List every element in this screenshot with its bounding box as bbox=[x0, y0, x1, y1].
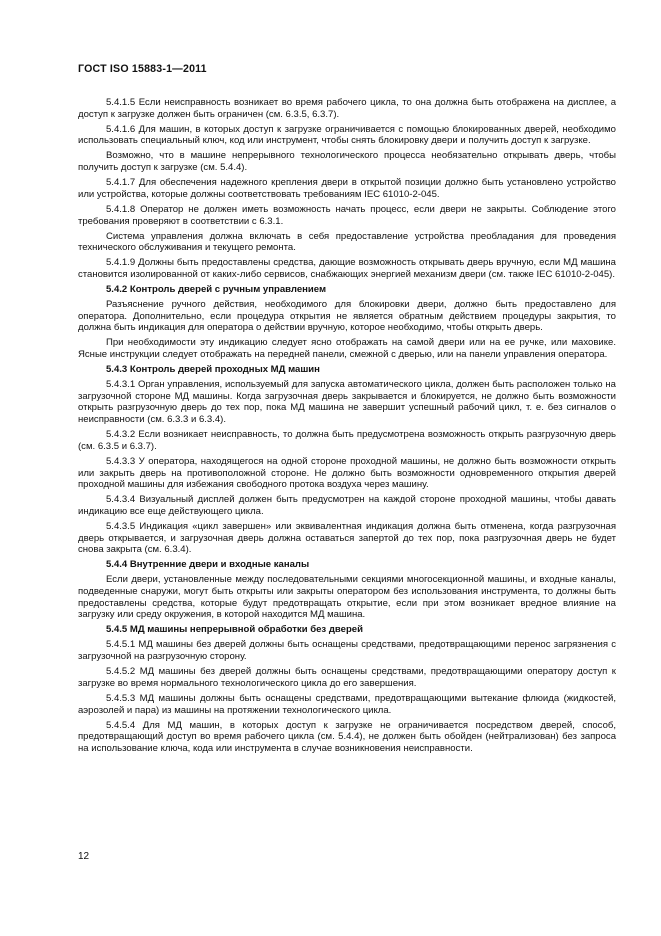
paragraph: 5.4.3.1 Орган управления, используемый для запуска автоматического цикла, должен быть расположен только на загрузочной стороне МД машины. Когда загрузочная дверь закрывается и блокируется, не должно быть возможности открыть разгрузочную дверь до тех пор, пока МД машина не завершит успешный рабочий цикл, т. е. без сигналов о неисправности (см. 6.3.3 и 6.3.4). bbox=[78, 379, 616, 426]
paragraph: 5.4.1.5 Если неисправность возникает во время рабочего цикла, то она должна быть отображена на дисплее, а доступ к загрузке должен быть ограничен (см. 6.3.5, 6.3.7). bbox=[78, 97, 616, 120]
section-heading: 5.4.4 Внутренние двери и входные каналы bbox=[106, 559, 310, 571]
page-number: 12 bbox=[78, 851, 90, 862]
paragraph: Если двери, установленные между последовательными секциями многосекционной машины, и входные каналы, подведенные снаружи, могут быть открыты или закрыты оператором без использования инструмента, то должны быть предоставлены средства, которые будут предотвращать открытие, если при этом возникает вредное влияние на загрузку или среду окружения, в которой находится МД машина. bbox=[78, 574, 616, 621]
paragraph: 5.4.5.4 Для МД машин, в которых доступ к загрузке не ограничивается посредством дверей, способ, предотвращающий доступ во время рабочего цикла (см. 5.4.4), не должен быть обойден (нейтрализован) без запроса на использование ключа, кода или инструмента в случае возникновения неисправности. bbox=[78, 719, 616, 754]
paragraph: 5.4.5.2 МД машины без дверей должны быть оснащены средствами, предотвращающими оператору доступ к загрузке во время нормального технологического цикла до его завершения. bbox=[78, 666, 616, 689]
section-heading: 5.4.3 Контроль дверей проходных МД машин bbox=[106, 364, 320, 376]
section-heading: 5.4.5 МД машины непрерывной обработки без дверей bbox=[106, 624, 363, 636]
paragraph: Разъяснение ручного действия, необходимого для блокировки двери, должно быть предоставлено для оператора. Дополнительно, если процедура открытия не является обратным действием процедуры закрытия, то должна быть индикация для оператора о действии вручную, которое необходимо, чтобы открыть дверь. bbox=[78, 298, 616, 334]
paragraph: При необходимости эту индикацию следует ясно отображать на самой двери или на ее ручке, или маховике. Ясные инструкции следует отображать на передней панели, смежной с дверью, или на панели управления оператора. bbox=[78, 337, 616, 361]
paragraph: 5.4.1.7 Для обеспечения надежного крепления двери в открытой позиции должно быть установлено устройство или устройства, которые должны соответствовать требованиям IEC 61010-2-045. bbox=[78, 177, 616, 200]
paragraph: 5.4.3.3 У оператора, находящегося на одной стороне проходной машины, не должно быть возможности открыть или закрыть дверь на противоположной стороне. Не должно быть возможности одновременного открытия дверей проходной машины для избежания свободного протока воздуха через машину. bbox=[78, 455, 616, 491]
body-text bbox=[78, 97, 616, 758]
running-head-standard-title: ГОСТ ISO 15883-1—2011 bbox=[78, 63, 207, 75]
paragraph: 5.4.1.6 Для машин, в которых доступ к загрузке ограничивается с помощью блокированных дверей, необходимо использовать специальный ключ, код или инструмент, чтобы снять блокировку двери и получить доступ к загрузке. bbox=[78, 123, 616, 147]
paragraph: 5.4.5.3 МД машины должны быть оснащены средствами, предотвращающими вытекание флюида (жидкостей, аэрозолей и пара) из машины на протяжении технологического цикла. bbox=[78, 692, 616, 716]
paragraph: 5.4.1.8 Оператор не должен иметь возможность начать процесс, если двери не закрыты. Соблюдение этого требования проверяют в соответствии с 6.3.1. bbox=[78, 203, 616, 227]
paragraph: 5.4.3.2 Если возникает неисправность, то должна быть предусмотрена возможность открыть разгрузочную дверь (см. 6.3.5 и 6.3.7). bbox=[78, 429, 616, 452]
paragraph: Возможно, что в машине непрерывного технологического процесса необязательно открывать дверь, чтобы получить доступ к загрузке (см. 5.4.4). bbox=[78, 150, 616, 174]
paragraph: 5.4.1.9 Должны быть предоставлены средства, дающие возможность открывать дверь вручную, если МД машина становится изолированной от каких-либо сервисов, снабжающих энергией механизм двери (см. также IEC 61010-2-045). bbox=[78, 257, 616, 280]
paragraph: 5.4.3.4 Визуальный дисплей должен быть предусмотрен на каждой стороне проходной машины, чтобы давать индикацию все еще действующего цикла. bbox=[78, 494, 616, 517]
paragraph: 5.4.3.5 Индикация «цикл завершен» или эквивалентная индикация должна быть отменена, когда разгрузочная дверь открывается, и загрузочная дверь должна оставаться запертой до тех пор, пока разгрузочная дверь не будет снова закрыта (см. 6.3.4). bbox=[78, 520, 616, 556]
paragraph: 5.4.5.1 МД машины без дверей должны быть оснащены средствами, предотвращающими перенос загрязнения с загрузочной на разгрузочную сторону. bbox=[78, 639, 616, 663]
section-heading: 5.4.2 Контроль дверей с ручным управлением bbox=[106, 283, 327, 295]
paragraph: Система управления должна включать в себя предоставление устройства преобладания для проведения технического обслуживания и текущего ремонта. bbox=[78, 230, 616, 254]
